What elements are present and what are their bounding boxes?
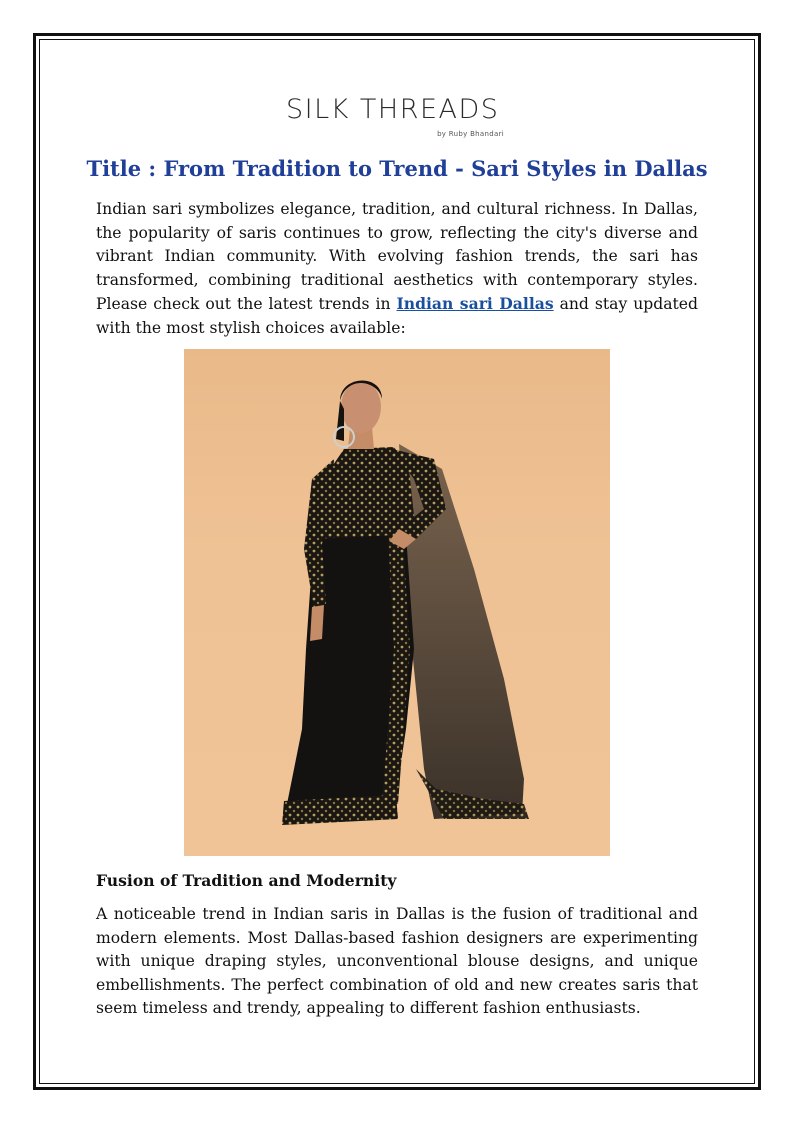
section-paragraph: A noticeable trend in Indian saris in Dallas is the fusion of traditional and modern elements. Most Dallas-based fashion designers are experimenting with unique draping styles, unconventional blouse designs, and unique embellishments. The perfect combination of old and new creates saris that seem timeless and trendy, appealing to different fashion enthusiasts. bbox=[96, 905, 698, 1017]
intro-paragraph bbox=[96, 198, 698, 340]
section-heading: Fusion of Tradition and Modernity bbox=[96, 871, 397, 890]
document-title: Title : From Tradition to Trend - Sari Styles in Dallas bbox=[86, 156, 708, 181]
intro-text-before-link: Indian sari symbolizes elegance, tradition, and cultural richness. In Dallas, the popularity of saris continues to grow, reflecting the city's diverse and vibrant Indian community. With evolving fashion trends, the sari has transformed, combining traditional aesthetics with contemporary styles. Please check out the latest trends in bbox=[96, 200, 698, 313]
logo-wordmark: SILK THREADS bbox=[286, 94, 500, 125]
logo-tagline: by Ruby Bhandari bbox=[437, 130, 504, 138]
sari-model-illustration bbox=[184, 349, 610, 856]
brand-logo bbox=[286, 94, 508, 144]
sari-model-photo bbox=[184, 349, 610, 856]
intro-text-after-link: and stay updated with the most stylish choices available: bbox=[96, 295, 698, 337]
indian-sari-dallas-link[interactable]: Indian sari Dallas bbox=[396, 294, 554, 313]
